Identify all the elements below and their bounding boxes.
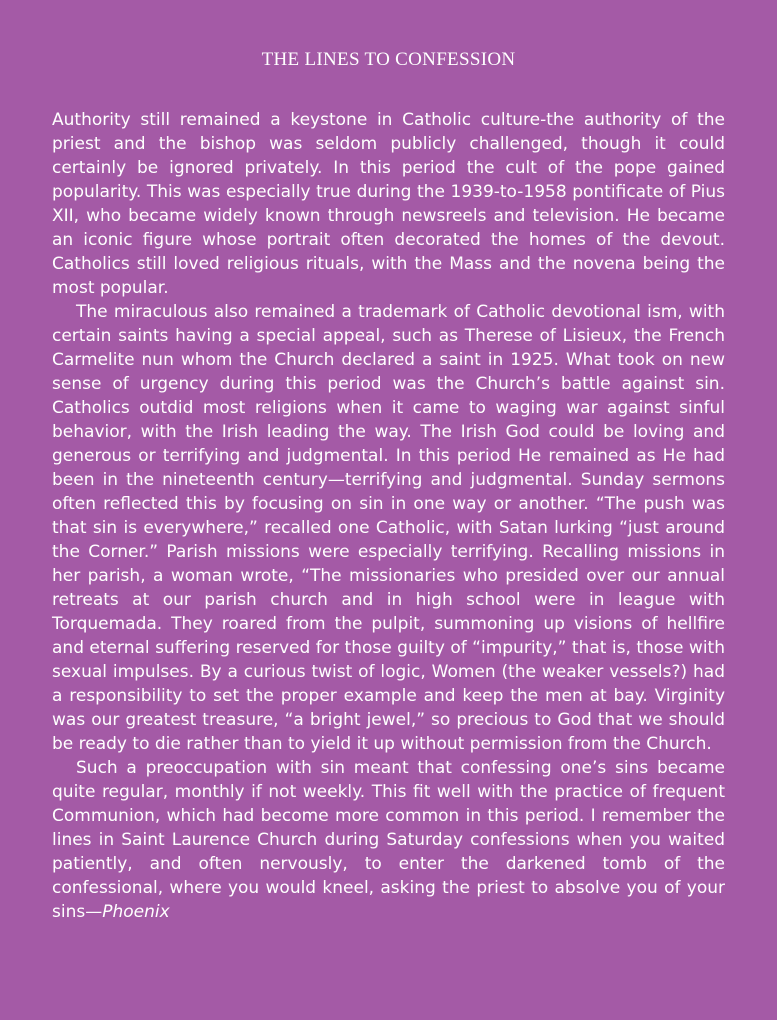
page-title: THE LINES TO CONFESSION bbox=[261, 49, 516, 70]
paragraph-1: Authority still remained a keystone in Catholic culture-the authority of the priest and the bishop was seldom publicly challenged, though it could certainly be ignored privately. In this period the cult of the pope gained popularity. This was especially true during the 1939-to-1958 pontificate of Pius XII, who became widely known through newsreels and television. He became an iconic figure whose portrait often decorated the homes of the devout. Catholics still loved religious rituals, with the Mass and the novena being the most popular. bbox=[52, 110, 725, 298]
paragraph-3-text: Such a preoccupation with sin meant that confessing one’s sins became quite regular, monthly if not weekly. This fit well with the practice of frequent Communion, which had become more common in this period. I remember the lines in Saint Laurence Church during Saturday confessions when you waited patiently, and often nervously, to enter the darkened tomb of the confessional, where you would kneel, asking the priest to absolve you of your sins— bbox=[52, 758, 725, 922]
paragraph-2: The miraculous also remained a trademark of Catholic devotional ism, with certain saints having a special appeal, such as Therese of Lisieux, the French Carmelite nun whom the Church declared a saint in 1925. What took on new sense of urgency during this period was the Church’s battle against sin. Catholics outdid most religions when it came to waging war against sinful behavior, with the Irish leading the way. The Irish God could be loving and generous or terrifying and judgmental. In this period He remained as He had been in the nineteenth century—terrifying and judgmental. Sunday sermons often reflected this by focusing on sin in one way or another. “The push was that sin is everywhere,” recalled one Catholic, with Satan lurking “just around the Corner.” Parish missions were especially terrifying. Recalling missions in her parish, a woman wrote, “The missionaries who presided over our annual retreats at our parish church and in high school were in league with Torquemada. They roared from the pulpit, summoning up visions of hellfire and eternal suffering reserved for those guilty of “impurity,” that is, those with sexual impulses. By a curious twist of logic, Women (the weaker vessels?) had a responsibility to set the proper example and keep the men at bay. Virginity was our greatest treasure, “a bright jewel,” so precious to God that we should be ready to die rather than to yield it up without permission from the Church. bbox=[52, 302, 725, 754]
signature: Phoenix bbox=[102, 902, 170, 922]
paragraph-3 bbox=[52, 756, 725, 924]
article-body bbox=[52, 108, 725, 924]
